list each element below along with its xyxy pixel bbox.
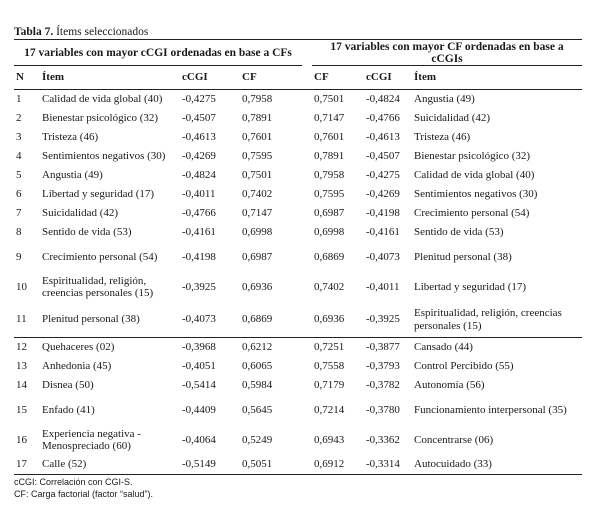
ccgi-right: -0,3780 <box>366 403 400 416</box>
ccgi-left: -0,4161 <box>182 226 216 239</box>
table-row <box>14 242 582 272</box>
ccgi-right: -0,4824 <box>366 93 400 106</box>
item-left: Plenitud personal (38) <box>42 313 140 326</box>
item-left: Suicidalidad (42) <box>42 207 119 220</box>
table-row <box>14 166 582 185</box>
ccgi-left: -0,4064 <box>182 433 216 446</box>
items-table <box>14 39 582 475</box>
ccgi-left: -0,4613 <box>182 131 216 144</box>
table-row <box>14 204 582 223</box>
table-row <box>14 90 582 110</box>
cf-right: 0,7147 <box>314 112 345 125</box>
cf-right: 0,6912 <box>312 455 364 475</box>
row-number: 1 <box>16 93 22 106</box>
cf-left: 0,6869 <box>242 313 273 326</box>
ccgi-right: -0,3314 <box>364 455 412 475</box>
item-left: Libertad y seguridad (17) <box>42 188 155 201</box>
ccgi-right: -0,3793 <box>366 360 400 373</box>
item-right: Autocuidado (33) <box>412 455 582 475</box>
row-number: 6 <box>16 188 22 201</box>
ccgi-left: -0,4766 <box>182 207 216 220</box>
row-number: 13 <box>16 360 27 373</box>
caption-label: Tabla 7. <box>14 26 54 38</box>
ccgi-left: -0,5149 <box>180 455 240 475</box>
item-left: Enfado (41) <box>42 403 95 416</box>
item-right: Tristeza (46) <box>414 131 471 144</box>
table-row <box>14 395 582 425</box>
ccgi-right: -0,4073 <box>366 250 400 263</box>
ccgi-left: -0,4198 <box>182 250 216 263</box>
row-number: 2 <box>16 112 22 125</box>
col-ccgi-right: cCGI <box>364 66 412 90</box>
table-row <box>14 109 582 128</box>
row-number: 3 <box>16 131 22 144</box>
item-left: Tristeza (46) <box>42 131 99 144</box>
cf-left: 0,6936 <box>242 280 273 293</box>
item-left: Disnea (50) <box>42 379 94 392</box>
item-left: Sentido de vida (53) <box>42 226 132 239</box>
table-caption <box>14 26 582 39</box>
table-row <box>14 302 582 338</box>
cf-left: 0,6998 <box>242 226 273 239</box>
group-right-heading: 17 variables con mayor CF ordenadas en base a cCGIs <box>312 40 582 66</box>
ccgi-right: -0,3362 <box>366 433 400 446</box>
cf-left: 0,5645 <box>242 403 273 416</box>
item-right: Funcionamiento interpersonal (35) <box>414 403 567 416</box>
caption-text: Ítems seleccionados <box>53 26 149 38</box>
row-number: 15 <box>16 403 27 416</box>
item-right: Suicidalidad (42) <box>414 112 491 125</box>
item-right: Angustia (49) <box>414 93 475 106</box>
cf-left: 0,7147 <box>242 207 273 220</box>
ccgi-left: -0,4275 <box>182 93 216 106</box>
table-row <box>14 272 582 302</box>
ccgi-left: -0,4051 <box>182 360 216 373</box>
cf-right: 0,7501 <box>314 93 345 106</box>
row-number: 17 <box>14 455 40 475</box>
ccgi-right: -0,4198 <box>366 207 400 220</box>
item-left: Calidad de vida global (40) <box>42 93 163 106</box>
cf-left: 0,7595 <box>242 150 273 163</box>
column-header-row <box>14 66 582 90</box>
item-right: Autonomía (56) <box>414 379 485 392</box>
row-number: 10 <box>16 280 27 293</box>
table-notes <box>14 476 582 500</box>
row-number: 9 <box>16 250 22 263</box>
item-left: Bienestar psicológico (32) <box>42 112 159 125</box>
ccgi-right: -0,4161 <box>366 226 400 239</box>
cf-left: 0,5984 <box>242 379 273 392</box>
cf-right: 0,7402 <box>314 280 345 293</box>
table-row <box>14 223 582 242</box>
row-number: 4 <box>16 150 22 163</box>
cf-right: 0,7214 <box>314 403 345 416</box>
document <box>14 26 582 500</box>
row-number: 7 <box>16 207 22 220</box>
cf-right: 0,6936 <box>314 313 345 326</box>
cf-right: 0,6943 <box>314 433 345 446</box>
col-n: N <box>14 66 40 90</box>
item-right: Espiritualidad, religión, creencias personales (15) <box>414 307 562 332</box>
col-item-right: Ítem <box>412 66 582 90</box>
cf-left: 0,7958 <box>242 93 273 106</box>
item-right: Crecimiento personal (54) <box>414 207 530 220</box>
cf-left: 0,6065 <box>242 360 273 373</box>
row-number: 16 <box>16 433 27 446</box>
item-right: Libertad y seguridad (17) <box>414 280 527 293</box>
cf-left: 0,5249 <box>242 433 273 446</box>
cf-left: 0,6987 <box>242 250 273 263</box>
ccgi-right: -0,4269 <box>366 188 400 201</box>
cf-left: 0,7501 <box>242 169 273 182</box>
row-number: 14 <box>16 379 27 392</box>
ccgi-right: -0,4613 <box>366 131 400 144</box>
cf-right: 0,7558 <box>314 360 345 373</box>
item-right: Plenitud personal (38) <box>414 250 512 263</box>
ccgi-right: -0,3877 <box>364 338 412 358</box>
ccgi-left: -0,4824 <box>182 169 216 182</box>
cf-right: 0,6987 <box>314 207 345 220</box>
ccgi-left: -0,4409 <box>182 403 216 416</box>
ccgi-right: -0,3782 <box>366 379 400 392</box>
ccgi-right: -0,4507 <box>366 150 400 163</box>
cf-left: 0,5051 <box>240 455 302 475</box>
cf-right: 0,7251 <box>312 338 364 358</box>
item-right: Calidad de vida global (40) <box>414 169 535 182</box>
ccgi-left: -0,5414 <box>182 379 216 392</box>
item-right: Sentimientos negativos (30) <box>414 188 538 201</box>
table-row <box>14 128 582 147</box>
item-left: Quehaceres (02) <box>40 338 180 358</box>
table-row <box>14 425 582 455</box>
cf-right: 0,7958 <box>314 169 345 182</box>
item-left: Crecimiento personal (54) <box>42 250 158 263</box>
cf-left: 0,7601 <box>242 131 273 144</box>
row-number: 5 <box>16 169 22 182</box>
table-row <box>14 147 582 166</box>
row-number: 11 <box>16 313 27 326</box>
table-row <box>14 357 582 376</box>
item-left: Experiencia negativa - Menospreciado (60) <box>42 427 141 452</box>
ccgi-left: -0,4269 <box>182 150 216 163</box>
note-cf: CF: Carga factorial (factor “salud”). <box>14 489 154 499</box>
cf-left: 0,7402 <box>242 188 273 201</box>
col-ccgi-left: cCGI <box>180 66 240 90</box>
cf-left: 0,7891 <box>242 112 273 125</box>
item-right: Bienestar psicológico (32) <box>414 150 531 163</box>
cf-right: 0,6869 <box>314 250 345 263</box>
col-cf-right: CF <box>312 66 364 90</box>
item-right: Sentido de vida (53) <box>414 226 504 239</box>
item-right: Control Percibido (55) <box>414 360 514 373</box>
cf-left: 0,6212 <box>240 338 302 358</box>
col-item-left: Ítem <box>40 66 180 90</box>
table-row <box>14 185 582 204</box>
ccgi-right: -0,4275 <box>366 169 400 182</box>
table-row <box>14 455 582 475</box>
item-left: Espiritualidad, religión, creencias personales (15) <box>42 274 154 299</box>
table-row <box>14 376 582 395</box>
ccgi-left: -0,4507 <box>182 112 216 125</box>
item-right: Cansado (44) <box>412 338 582 358</box>
table-row <box>14 338 582 358</box>
cf-right: 0,7179 <box>314 379 345 392</box>
group-left-heading: 17 variables con mayor cCGI ordenadas en base a CFs <box>14 40 302 66</box>
item-right: Concentrarse (06) <box>414 433 494 446</box>
ccgi-right: -0,4766 <box>366 112 400 125</box>
ccgi-left: -0,4073 <box>182 313 216 326</box>
item-left: Sentimientos negativos (30) <box>42 150 166 163</box>
cf-right: 0,7891 <box>314 150 345 163</box>
cf-right: 0,6998 <box>314 226 345 239</box>
ccgi-left: -0,4011 <box>182 188 216 201</box>
row-number: 12 <box>14 338 40 358</box>
ccgi-left: -0,3968 <box>180 338 240 358</box>
item-left: Calle (52) <box>40 455 180 475</box>
cf-right: 0,7595 <box>314 188 345 201</box>
ccgi-left: -0,3925 <box>182 280 216 293</box>
item-left: Anhedonia (45) <box>42 360 112 373</box>
col-cf-left: CF <box>240 66 302 90</box>
row-number: 8 <box>16 226 22 239</box>
ccgi-right: -0,3925 <box>366 313 400 326</box>
item-left: Angustia (49) <box>42 169 103 182</box>
note-ccgi: cCGI: Correlación con CGI-S. <box>14 477 133 487</box>
group-header-row <box>14 40 582 66</box>
ccgi-right: -0,4011 <box>366 280 400 293</box>
cf-right: 0,7601 <box>314 131 345 144</box>
